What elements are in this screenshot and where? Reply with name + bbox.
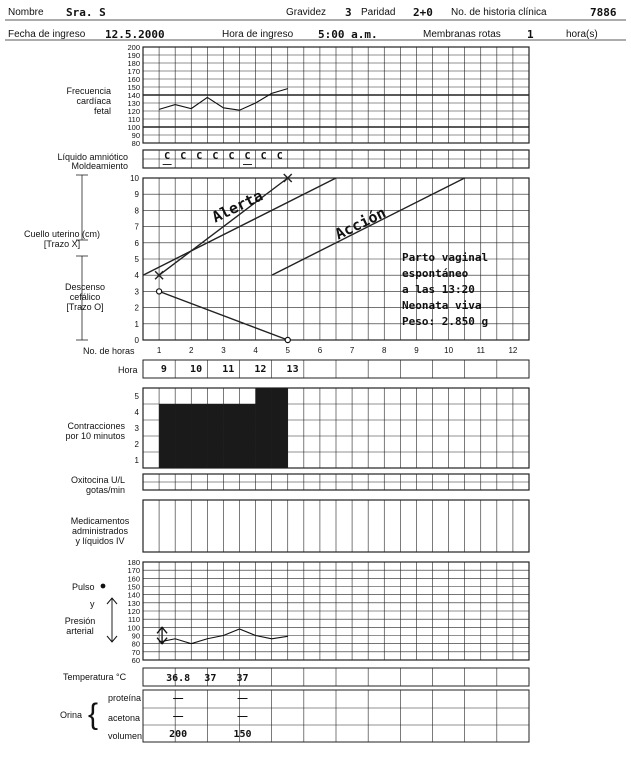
hour-number: 5: [285, 346, 290, 355]
cervix-tick: 4: [134, 271, 139, 281]
fhr-tick: 170: [127, 67, 140, 76]
contraction-bar: [240, 404, 256, 468]
vitals-tick: 90: [131, 631, 140, 641]
volumen-value: 150: [233, 729, 252, 740]
fecha-label: Fecha de ingreso: [8, 29, 86, 40]
gravidez-value: 3: [345, 6, 352, 19]
descent-point: [285, 337, 290, 342]
delivery-note: Parto vaginal espontáneo a las 13:20 Neonata viva Peso: 2.850 g: [402, 251, 489, 328]
hours-label: No. de horas: [83, 346, 135, 356]
vitals-tick: 160: [127, 574, 140, 584]
paridad-label: Paridad: [361, 7, 396, 18]
fhr-tick: 110: [128, 115, 140, 124]
fhr-tick: 120: [127, 107, 140, 116]
hour-number: 11: [476, 346, 485, 355]
contraction-bar: [272, 388, 288, 468]
contraction-bar: [159, 404, 175, 468]
contractions-tick: 1: [134, 456, 139, 465]
fhr-tick: 130: [127, 99, 140, 108]
pulso-label: Pulso: [72, 582, 95, 592]
fhr-label: Frecuencia cardíaca fetal: [66, 86, 111, 116]
vitals-tick: 130: [127, 598, 140, 608]
orina-label: Orina: [60, 710, 83, 720]
fhr-tick: 100: [127, 123, 140, 132]
fhr-tick: 190: [127, 51, 140, 60]
hora-row-label: Hora: [118, 365, 138, 375]
oxitocina-label: Oxitocina U/L gotas/min: [70, 475, 125, 495]
fhr-tick: 180: [127, 59, 140, 68]
hour-number: 6: [317, 346, 323, 355]
liquid-code: C: [228, 151, 235, 162]
time-value: 11: [222, 364, 235, 375]
liquid-code: C: [196, 151, 203, 162]
cervix-tick: 7: [134, 222, 139, 232]
cuello-label: Cuello uterino (cm) [Trazo X]: [24, 229, 101, 249]
cervix-tick: 5: [134, 255, 139, 264]
pulse-dot-icon: [101, 584, 106, 589]
contraction-bar: [191, 404, 207, 468]
historia-value: 7886: [590, 6, 617, 19]
hour-number: 8: [382, 346, 387, 355]
proteina-value: —: [237, 693, 248, 704]
hour-number: 2: [189, 346, 194, 355]
membranas-label: Membranas rotas: [423, 29, 501, 40]
cervix-tick: 1: [134, 319, 139, 329]
fhr-tick: 140: [127, 91, 140, 100]
moulding-mark: —: [162, 159, 172, 169]
contractions-tick: 2: [134, 440, 139, 449]
cervix-tick: 8: [134, 206, 139, 216]
fhr-tick: 200: [127, 43, 140, 52]
contractions-label: Contracciones por 10 minutos: [65, 421, 125, 441]
liquid-code: C: [164, 151, 171, 162]
descent-point: [156, 289, 161, 294]
vitals-tick: 180: [127, 558, 140, 567]
moulding-mark: —: [243, 159, 253, 169]
alerta-label: Alerta: [209, 186, 266, 227]
liquid-code: C: [212, 151, 219, 162]
nombre-value: Sra. S: [66, 6, 106, 19]
vitals-tick: 70: [131, 647, 140, 657]
contraction-bar: [223, 404, 239, 468]
liquid-code: C: [180, 151, 187, 162]
vitals-tick: 60: [131, 656, 140, 665]
historia-label: No. de historia clínica: [451, 7, 547, 18]
volumen-value: 200: [169, 729, 188, 740]
acetona-label: acetona: [108, 713, 141, 723]
temperatura-label: Temperatura °C: [63, 672, 127, 682]
contraction-bar: [207, 404, 223, 468]
hour-number: 12: [508, 346, 518, 355]
hora-ingreso-value: 5:00 a.m.: [318, 28, 378, 41]
hour-number: 7: [349, 346, 355, 355]
orina-brace: {: [88, 698, 99, 731]
paridad-value: 2+0: [413, 6, 433, 19]
contractions-tick: 4: [134, 408, 139, 417]
cervix-tick: 3: [134, 287, 139, 297]
contractions-tick: 5: [134, 392, 139, 401]
time-value: 12: [254, 364, 267, 375]
hour-number: 9: [414, 346, 419, 355]
fecha-value: 12.5.2000: [105, 28, 165, 41]
vitals-tick: 110: [128, 615, 140, 625]
gravidez-label: Gravidez: [286, 7, 327, 18]
acetona-value: —: [173, 711, 184, 722]
liquid-code: C: [276, 151, 283, 162]
descenso-label: Descenso cefálico [Trazo O]: [64, 282, 106, 312]
hour-number: 4: [253, 346, 258, 355]
contraction-bar: [256, 388, 272, 468]
temp-value: 36.8: [166, 673, 191, 684]
liquid-code: C: [244, 151, 251, 162]
vitals-tick: 170: [127, 566, 140, 576]
accion-label: Acción: [332, 203, 389, 244]
vitals-tick: 150: [127, 582, 140, 592]
hour-number: 3: [221, 346, 226, 355]
vitals-tick: 100: [127, 623, 140, 633]
temp-value: 37: [236, 673, 249, 684]
presion-label: Presión arterial: [64, 616, 96, 636]
liquido-label: Líquido amniótico: [57, 152, 128, 162]
fhr-tick: 150: [127, 83, 140, 92]
y-label: y: [90, 599, 95, 609]
nombre-label: Nombre: [8, 7, 44, 18]
fhr-tick: 90: [131, 131, 140, 140]
contractions-tick: 3: [134, 424, 139, 433]
moldeamiento-label: Moldeamiento: [71, 161, 128, 171]
cervix-tick: 10: [130, 174, 139, 183]
temp-value: 37: [204, 673, 217, 684]
horas-label: hora(s): [566, 29, 598, 40]
volumen-label: volumen: [108, 731, 143, 741]
time-value: 13: [286, 364, 299, 375]
vitals-tick: 80: [131, 639, 140, 649]
hour-number: 10: [444, 346, 454, 355]
fhr-tick: 80: [131, 139, 140, 148]
vitals-tick: 140: [127, 590, 140, 600]
cervix-tick: 0: [134, 336, 139, 345]
cervix-tick: 9: [134, 190, 139, 200]
proteina-label: proteína: [108, 693, 142, 703]
hora-ingreso-label: Hora de ingreso: [222, 29, 294, 40]
liquid-code: C: [260, 151, 267, 162]
medicamentos-label: Medicamentos administrados y líquidos IV: [70, 516, 130, 546]
proteina-value: —: [173, 693, 184, 704]
cervix-tick: 2: [134, 303, 139, 313]
time-value: 10: [190, 364, 203, 375]
hour-number: 1: [156, 346, 162, 355]
time-value: 9: [160, 364, 167, 375]
contraction-bar: [175, 404, 191, 468]
vitals-tick: 120: [127, 607, 140, 616]
fhr-tick: 160: [127, 75, 140, 84]
cervix-tick: 6: [134, 238, 139, 248]
acetona-value: —: [237, 711, 248, 722]
membranas-value: 1: [527, 28, 534, 41]
